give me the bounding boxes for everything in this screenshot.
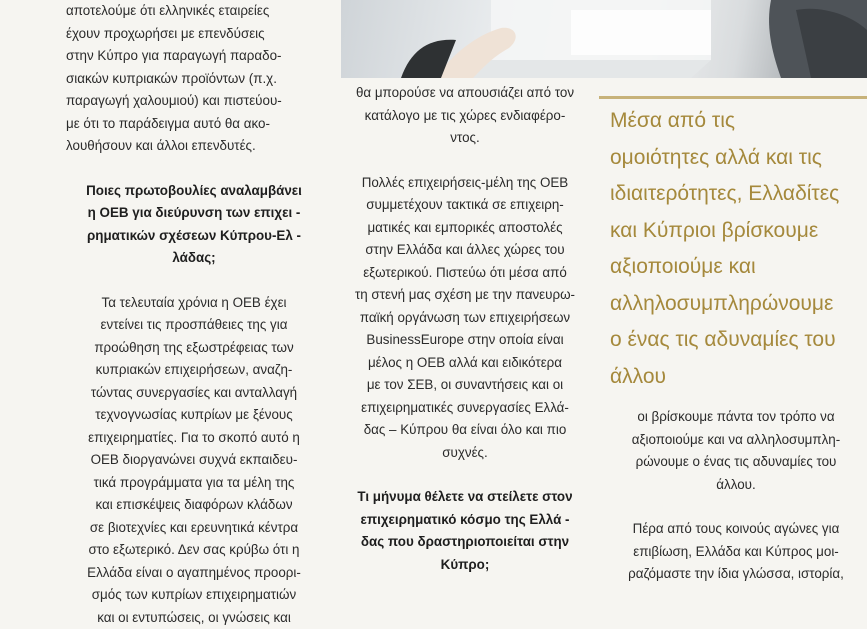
text-line: συχνές. [338,442,592,465]
text-line: η ΟΕΒ για διεύρυνση των επιχει - [66,202,322,225]
text-line: ραζόμαστε την ίδια γλώσσα, ιστορία, [610,563,862,586]
text-line: εξωτερικού. Πιστεύω ότι μέσα από [338,262,592,285]
text-line: παραγωγή χαλουμιού) και πιστεύου- [66,90,322,113]
pull-quote-line: ιδιαιτερότητες, Ελλαδίτες [610,176,867,213]
question-heading-1 [66,180,322,270]
pull-quote [610,103,867,395]
pull-quote-line: αξιοποιούμε και [610,249,867,286]
text-line: τη στενή μας σχέση με την πανευρω- [338,284,592,307]
text-line: επιχειρηματικό κόσμο της Ελλά - [338,509,592,532]
pull-quote-line: Μέσα από τις [610,103,867,140]
pull-quote-line: άλλου [610,359,867,396]
column-3 [610,406,862,586]
text-line: Ελλάδα είναι ο αγαπημένος προορι- [66,562,322,585]
text-line: σιακών κυπριακών προϊόντων (π.χ. [66,68,322,91]
text-line: έχουν προχωρήσει με επενδύσεις [66,23,322,46]
text-line: με ότι το παράδειγμα αυτό θα ακο- [66,113,322,136]
text-line: στην Ελλάδα και άλλες χώρες του [338,239,592,262]
text-line: παϊκή οργάνωση των επιχειρήσεων [338,307,592,330]
text-line: με τον ΣΕΒ, οι συναντήσεις και οι [338,374,592,397]
text-line: ματικές και εμπορικές αποστολές [338,217,592,240]
paragraph-1 [66,0,322,158]
text-line: ντος. [338,127,592,150]
text-line: κυπριακών επιχειρήσεων, αναζη- [66,359,322,382]
text-line: στο εξωτερικό. Δεν σας κρύβω ότι η [66,539,322,562]
text-line: δας που δραστηριοποιείται στην [338,531,592,554]
text-line: και επισκέψεις διαφόρων κλάδων [66,494,322,517]
text-line: στην Κύπρο για παραγωγή παραδο- [66,45,322,68]
text-line: θα μπορούσε να απουσιάζει από τον [338,82,592,105]
paragraph-6 [610,518,862,586]
text-line: αξιοποιούμε και να αλληλοσυμπλη- [610,429,862,452]
text-line: σμός των κυπρίων επιχειρηματιών [66,584,322,607]
text-line: Κύπρο; [338,554,592,577]
office-desk-illustration [341,0,867,78]
text-line: τεχνογνωσίας κυπρίων με ξένους [66,404,322,427]
text-line: BusinessEurope στην οποία είναι [338,329,592,352]
pull-quote-rule [599,96,867,99]
text-line: συμμετέχουν τακτικά σε επιχειρη- [338,194,592,217]
text-line: λουθήσουν και άλλοι επενδυτές. [66,135,322,158]
text-line: αποτελούμε ότι ελληνικές εταιρείες [66,0,322,23]
paragraph-5 [610,406,862,496]
text-line: Τα τελευταία χρόνια η ΟΕΒ έχει [66,292,322,315]
text-line: Πολλές επιχειρήσεις-μέλη της ΟΕΒ [338,172,592,195]
column-1 [66,0,322,629]
paragraph-4 [338,172,592,465]
pull-quote-line: και Κύπριοι βρίσκουμε [610,213,867,250]
text-line: οι βρίσκουμε πάντα τον τρόπο να [610,406,862,429]
pull-quote-line: ο ένας τις αδυναμίες του [610,322,867,359]
text-line: επιχειρηματικές συνεργασίες Ελλά- [338,397,592,420]
text-line: σε βιοτεχνίες και ερευνητικά κέντρα [66,517,322,540]
text-line: λάδας; [66,247,322,270]
text-line: μέλος η ΟΕΒ αλλά και ειδικότερα [338,352,592,375]
column-2 [338,82,592,576]
text-line: ρηματικών σχέσεων Κύπρου-Ελ - [66,225,322,248]
text-line: ΟΕΒ διοργανώνει συχνά εκπαιδευ- [66,449,322,472]
text-line: δας – Κύπρου θα είναι όλο και πιο [338,419,592,442]
text-line: προώθηση της εξωστρέφειας των [66,337,322,360]
pull-quote-line: αλληλοσυμπληρώνουμε [610,286,867,323]
text-line: επιχειρηματίες. Για το σκοπό αυτό η [66,427,322,450]
paragraph-2 [66,292,322,629]
text-line: εντείνει τις προσπάθειες της για [66,314,322,337]
text-line: Πέρα από τους κοινούς αγώνες για [610,518,862,541]
text-line: άλλου. [610,474,862,497]
text-line: τικά προγράμματα για τα μέλη της [66,472,322,495]
text-line: επιβίωση, Ελλάδα και Κύπρος μοι- [610,541,862,564]
paragraph-3 [338,82,592,150]
text-line: τώντας συνεργασίες και ανταλλαγή [66,382,322,405]
text-line: ρώνουμε ο ένας τις αδυναμίες του [610,451,862,474]
text-line: Τι μήνυμα θέλετε να στείλετε στον [338,486,592,509]
pull-quote-line: ομοιότητες αλλά και τις [610,140,867,177]
question-heading-2 [338,486,592,576]
text-line: και οι εντυπώσεις, οι γνώσεις και [66,607,322,629]
text-line: κατάλογο με τις χώρες ενδιαφέρο- [338,105,592,128]
text-line: Ποιες πρωτοβουλίες αναλαμβάνει [66,180,322,203]
article-photo [341,0,867,78]
